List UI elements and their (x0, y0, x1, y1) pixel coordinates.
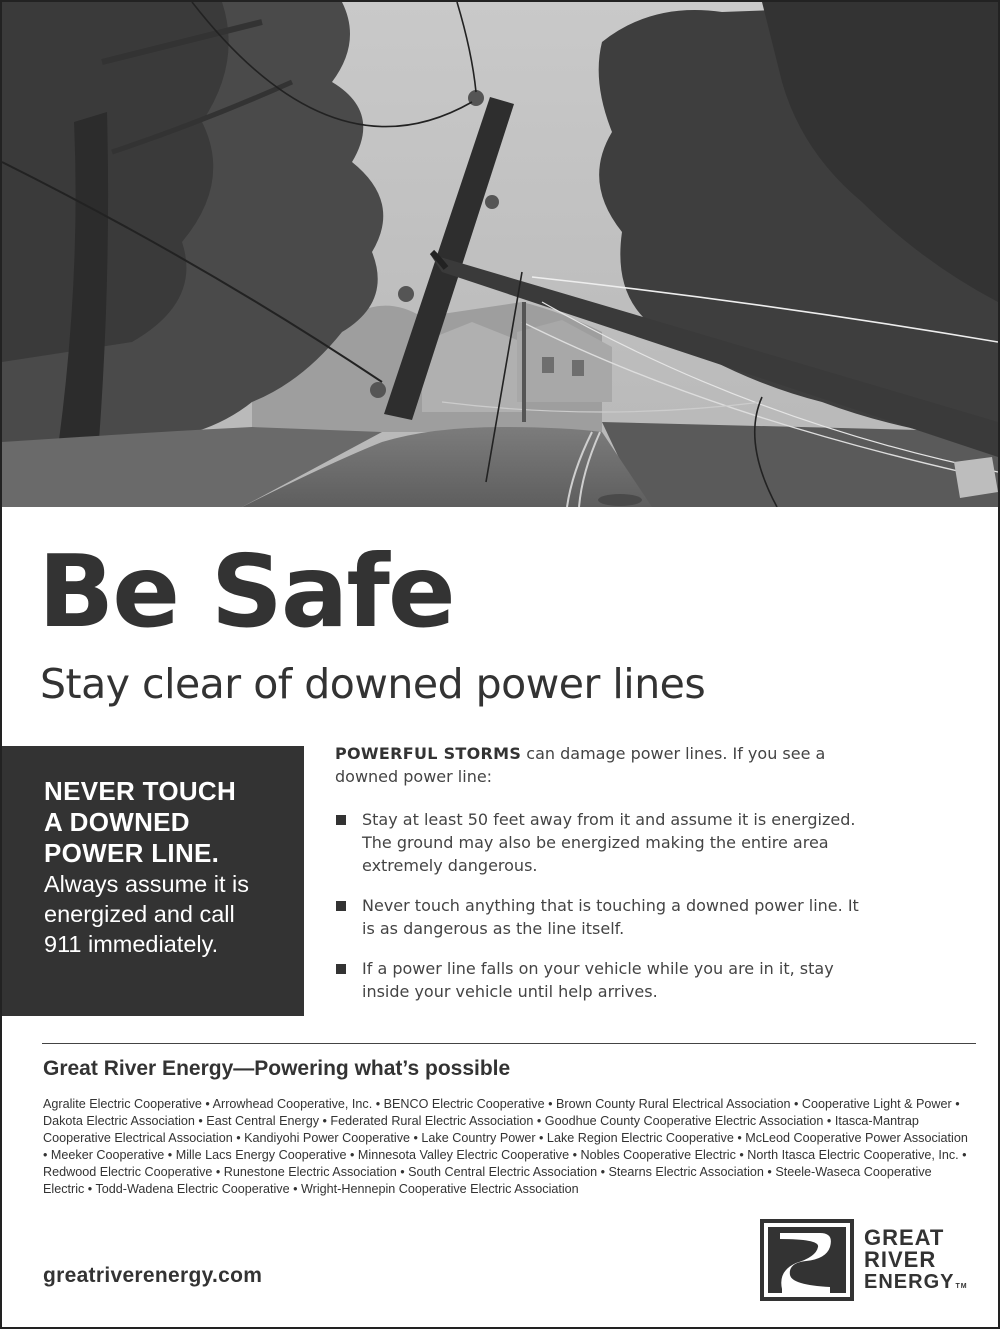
downed-power-pole-photo (2, 2, 998, 507)
tagline: Great River Energy—Powering what’s possible (43, 1057, 511, 1080)
headline: Be Safe (38, 533, 454, 650)
divider (42, 1043, 976, 1044)
list-item (335, 808, 875, 877)
warning-text-line: 911 immediately. (44, 931, 219, 957)
warning-title-line: A DOWNED (44, 807, 190, 837)
safety-bullets (335, 808, 875, 1003)
warning-text-line: Always assume it is (44, 871, 250, 897)
trademark: TM (955, 1283, 968, 1290)
warning-box (2, 746, 304, 1016)
square-bullet-icon (336, 964, 346, 974)
square-bullet-icon (336, 815, 346, 825)
warning-text-line: energized and call (44, 901, 235, 927)
subhead: Stay clear of downed power lines (40, 660, 706, 708)
safety-instructions (335, 742, 875, 1020)
warning-title-line: POWER LINE. (44, 838, 220, 868)
list-item (335, 957, 875, 1003)
square-bullet-icon (336, 901, 346, 911)
intro-lead: POWERFUL STORMS (335, 744, 522, 763)
logo-line: RIVER (864, 1247, 937, 1272)
member-cooperatives-list: Agralite Electric Cooperative • Arrowhead Cooperative, Inc. • BENCO Electric Cooperative • Brown County Rural Electrical Association • Cooperative Light & Power • Dakota Electric Association • East Central Energy • Federated Rural Electric Association • Goodhue County Cooperative Electric Association • Itasca-Mantrap Cooperative Electrical Association • Kandiyohi Power Cooperative • Lake Country Power • Lake Region Electric Cooperative • McLeod Cooperative Power Association • Meeker Cooperative • Mille Lacs Energy Cooperative • Minnesota Valley Electric Cooperative • Nobles Cooperative Electric • North Itasca Electric Cooperative, Inc. • Redwood Electric Cooperative • Runestone Electric Association • South Central Electric Association • Stearns Electric Association • Steele-Waseca Cooperative Electric • Todd-Wadena Electric Cooperative • Wright-Hennepin Cooperative Electric Association (43, 1097, 968, 1196)
bullet-text: If a power line falls on your vehicle while you are in it, stay inside your vehicle until help arrives. (362, 959, 834, 1001)
logo-line: GREAT (864, 1225, 945, 1250)
intro-paragraph (335, 742, 875, 788)
warning-title-line: NEVER TOUCH (44, 776, 237, 806)
logo-wordmark (864, 1227, 968, 1298)
logo-line-text: ENERGY (864, 1271, 955, 1293)
warning-text (44, 869, 304, 959)
intro-rest: can damage power lines. If you see a downed power line: (335, 744, 826, 786)
bullet-text: Stay at least 50 feet away from it and assume it is energized. The ground may also be energized making the entire area extremely dangerous. (362, 810, 856, 875)
list-item (335, 894, 875, 940)
warning-title (44, 776, 304, 869)
bullet-text: Never touch anything that is touching a downed power line. It is as dangerous as the line itself. (362, 896, 859, 938)
logo-line (864, 1271, 968, 1298)
great-river-energy-logo (760, 1219, 970, 1301)
great-river-energy-logo-mark-icon (760, 1219, 854, 1301)
website-link[interactable]: greatriverenergy.com (43, 1264, 263, 1287)
